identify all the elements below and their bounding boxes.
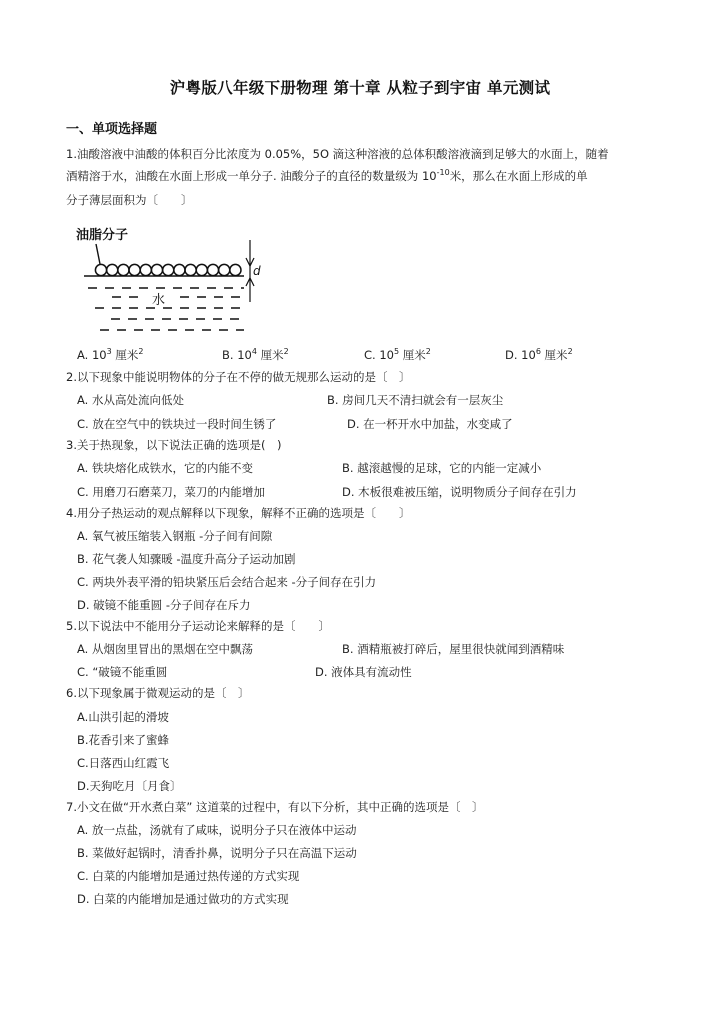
exponent: -10 — [436, 168, 450, 177]
page-title: 沪粤版八年级下册物理 第十章 从粒子到宇宙 单元测试 — [169, 79, 551, 97]
figure-label-d: d — [253, 264, 261, 278]
q6-option-d[interactable]: D.天狗吃月〔月食〕 — [77, 779, 182, 793]
q6-option-a[interactable]: A.山洪引起的滑坡 — [77, 710, 169, 724]
q3-option-d[interactable]: D. 木板很难被压缩，说明物质分子间存在引力 — [342, 485, 577, 499]
q5-option-c[interactable]: C. “破镜不能重圆 — [77, 665, 168, 679]
q4-option-a[interactable]: A. 氧气被压缩装入钢瓶 -分子间有间隙 — [77, 529, 273, 543]
question-1-line-3: 分子薄层面积为〔 〕 — [66, 193, 193, 207]
oil-film-figure — [74, 222, 274, 338]
question-7-stem: 7.小文在做“开水煮白菜” 这道菜的过程中，有以下分析，其中正确的选项是〔 〕 — [66, 800, 484, 814]
question-6-stem: 6.以下现象属于微观运动的是〔 〕 — [66, 686, 250, 700]
question-2-stem: 2.以下现象中能说明物体的分子在不停的做无规那么运动的是〔 〕 — [66, 370, 411, 384]
q2-option-c[interactable]: C. 放在空气中的铁块过一段时间生锈了 — [77, 417, 277, 431]
question-4-stem: 4.用分子热运动的观点解释以下现象，解释不正确的选项是〔 〕 — [66, 506, 411, 520]
q4-option-b[interactable]: B. 花气袭人知骤暖 -温度升高分子运动加剧 — [77, 552, 296, 566]
question-3-stem: 3.关于热现象，以下说法正确的选项是( ) — [66, 438, 282, 452]
q7-option-d[interactable]: D. 白菜的内能增加是通过做功的方式实现 — [77, 892, 289, 906]
q5-option-d[interactable]: D. 液体具有流动性 — [315, 665, 412, 679]
q2-option-d[interactable]: D. 在一杯开水中加盐，水变咸了 — [347, 417, 513, 431]
q7-option-a[interactable]: A. 放一点盐，汤就有了咸味，说明分子只在液体中运动 — [77, 823, 357, 837]
q2-option-a[interactable]: A. 水从高处流向低处 — [77, 393, 184, 407]
question-1 — [66, 143, 666, 211]
q1-option-d[interactable]: D. $10^6$ 厘米$^2$ — [505, 347, 573, 362]
section-heading: 一、单项选择题 — [66, 122, 158, 137]
q7-option-b[interactable]: B. 菜做好起锅时，清香扑鼻，说明分子只在高温下运动 — [77, 846, 357, 860]
question-1-line-1: 1.油酸溶液中油酸的体积百分比浓度为 0.05%，5O 滴这种溶液的总体积酸溶液滴到足够大的水面上，随着 — [66, 147, 609, 161]
q3-option-a[interactable]: A. 铁块熔化成铁水，它的内能不变 — [77, 461, 253, 475]
q1-option-c[interactable]: C. $10^5$ 厘米$^2$ — [364, 347, 431, 362]
q4-option-d[interactable]: D. 破镜不能重圆 -分子间存在斥力 — [77, 598, 251, 612]
q6-option-c[interactable]: C.日落西山红霞飞 — [77, 756, 170, 770]
question-1-line-2: 酒精溶于水，油酸在水面上形成一单分子. 油酸分子的直径的数量级为 $10^{-10}$米，那么在水面上形成的单 — [66, 168, 588, 183]
q7-option-c[interactable]: C. 白菜的内能增加是通过热传递的方式实现 — [77, 869, 300, 883]
q1-option-b[interactable]: B. $10^4$ 厘米$^2$ — [222, 347, 289, 362]
q5-option-b[interactable]: B. 酒精瓶被打碎后，屋里很快就闻到酒精味 — [342, 642, 565, 656]
water-dashes — [88, 288, 244, 330]
figure-label-oil-molecule: 油脂分子 — [76, 228, 129, 243]
q3-option-c[interactable]: C. 用磨刀石磨菜刀，菜刀的内能增加 — [77, 485, 265, 499]
q2-option-b[interactable]: B. 房间几天不清扫就会有一层灰尘 — [327, 393, 504, 407]
q3-option-b[interactable]: B. 越滚越慢的足球，它的内能一定减小 — [342, 461, 542, 475]
q6-option-b[interactable]: B.花香引来了蜜蜂 — [77, 733, 170, 747]
q4-option-c[interactable]: C. 两块外表平滑的铅块紧压后会结合起来 -分子间存在引力 — [77, 575, 377, 589]
figure-label-water: 水 — [152, 293, 166, 308]
q1-option-a[interactable]: A. $10^3$ 厘米$^2$ — [77, 347, 144, 362]
oil-molecule-row — [95, 264, 241, 275]
q5-option-a[interactable]: A. 从烟囱里冒出的黑烟在空中飘荡 — [77, 642, 253, 656]
question-5-stem: 5.以下说法中不能用分子运动论来解释的是〔 〕 — [66, 619, 330, 633]
